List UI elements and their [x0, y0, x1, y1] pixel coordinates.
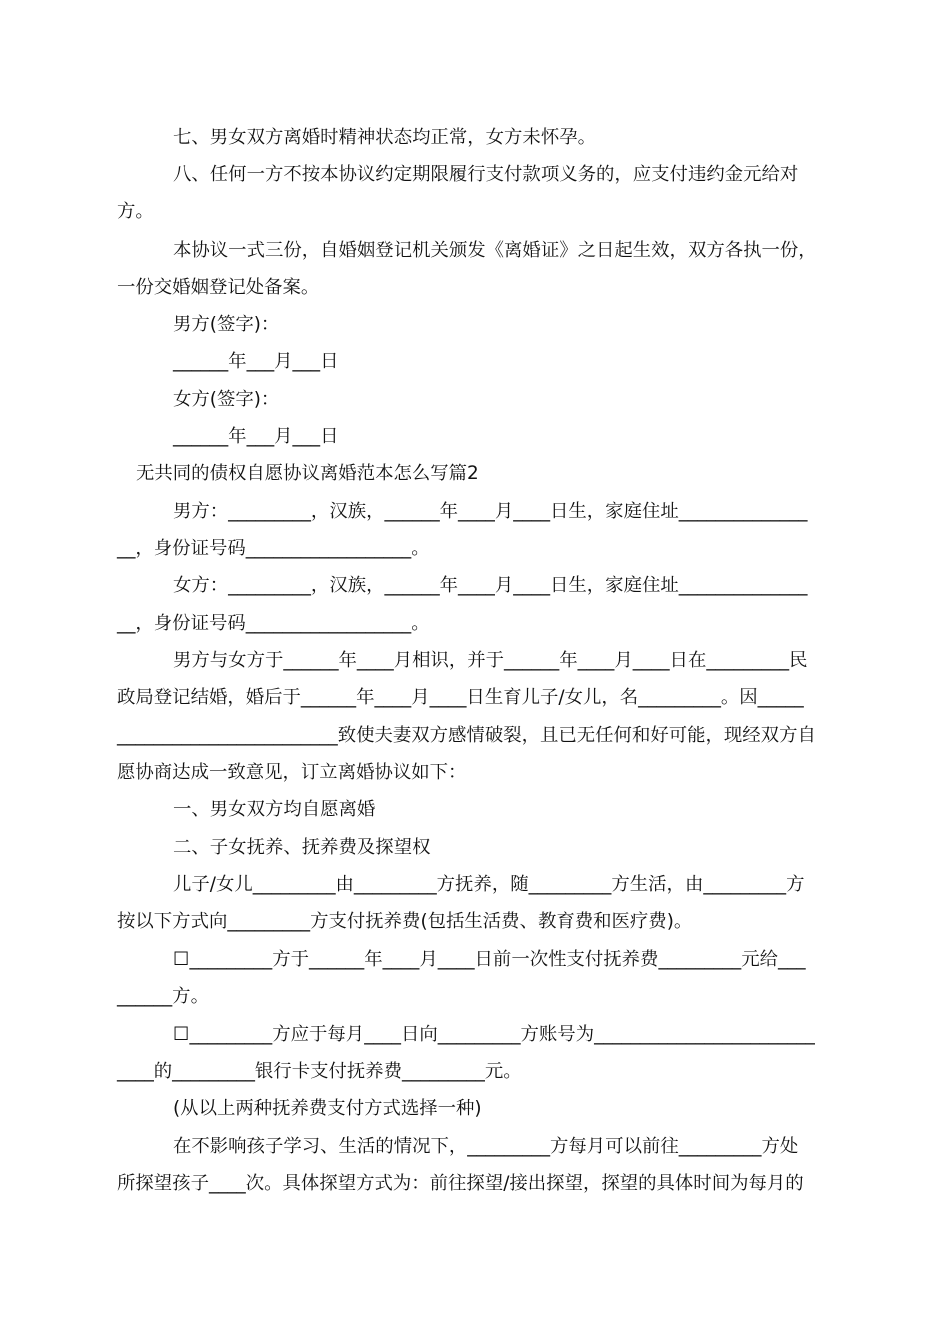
female-signature-label: 女方(签字)：	[173, 389, 280, 410]
clause-1: 一、男女双方均自愿离婚	[173, 799, 376, 820]
clause-7: 七、男女双方离婚时精神状态均正常，女方未怀孕。	[173, 127, 596, 148]
visitation-line-1: 在不影响孩子学习、生活的情况下，_________方每月可以前往_________方处	[173, 1136, 799, 1157]
visitation-line-2: 所探望孩子____次。具体探望方式为：前往探望/接出探望，探望的具体时间为每月的	[117, 1173, 804, 1194]
background-line-4: 愿协商达成一致意见，订立离婚协议如下：	[117, 762, 467, 783]
custody-line-1: 儿子/女儿_________由_________方抚养，随_________方生活，由_________方	[173, 874, 805, 895]
background-line-2: 政局登记结婚，婚后于______年____月____日生育儿子/女儿，名_________。因_____	[117, 687, 804, 708]
copies-clause-line-2: 一份交婚姻登记处备案。	[117, 277, 320, 298]
male-signature-label: 男方(签字)：	[173, 314, 280, 335]
payment-option-1-line-1: ☐_________方于______年____月____日前一次性支付抚养费_________元给___	[173, 949, 806, 970]
background-line-3: ________________________致使夫妻双方感情破裂，且已无任何和好可能，现经双方自	[117, 725, 816, 746]
female-info-line-2: __，身份证号码__________________。	[117, 613, 430, 634]
section-heading: 无共同的债权自愿协议离婚范本怎么写篇2	[136, 463, 479, 484]
female-signature-date: ______年___月___日	[173, 426, 339, 447]
payment-choice-note: (从以上两种抚养费支付方式选择一种)	[173, 1098, 482, 1119]
payment-option-1-line-2: ______方。	[117, 986, 209, 1007]
clause-2-title: 二、子女抚养、抚养费及探望权	[173, 837, 431, 858]
clause-8-line-2: 方。	[117, 201, 154, 222]
clause-8-line-1: 八、任何一方不按本协议约定期限履行支付款项义务的，应支付违约金元给对	[173, 164, 799, 185]
background-line-1: 男方与女方于______年____月相识，并于______年____月____日在_________民	[173, 650, 808, 671]
payment-option-2-line-2: ____的_________银行卡支付抚养费_________元。	[117, 1061, 522, 1082]
female-info-line-1: 女方：_________，汉族，______年____月____日生，家庭住址______________	[173, 575, 808, 596]
payment-option-2-line-1: ☐_________方应于每月____日向_________方账号为________________________	[173, 1024, 815, 1045]
male-info-line-2: __，身份证号码__________________。	[117, 538, 430, 559]
copies-clause-line-1: 本协议一式三份，自婚姻登记机关颁发《离婚证》之日起生效，双方各执一份，	[173, 240, 817, 261]
custody-line-2: 按以下方式向_________方支付抚养费(包括生活费、教育费和医疗费)。	[117, 911, 693, 932]
male-signature-date: ______年___月___日	[173, 351, 339, 372]
male-info-line-1: 男方：_________，汉族，______年____月____日生，家庭住址______________	[173, 501, 808, 522]
